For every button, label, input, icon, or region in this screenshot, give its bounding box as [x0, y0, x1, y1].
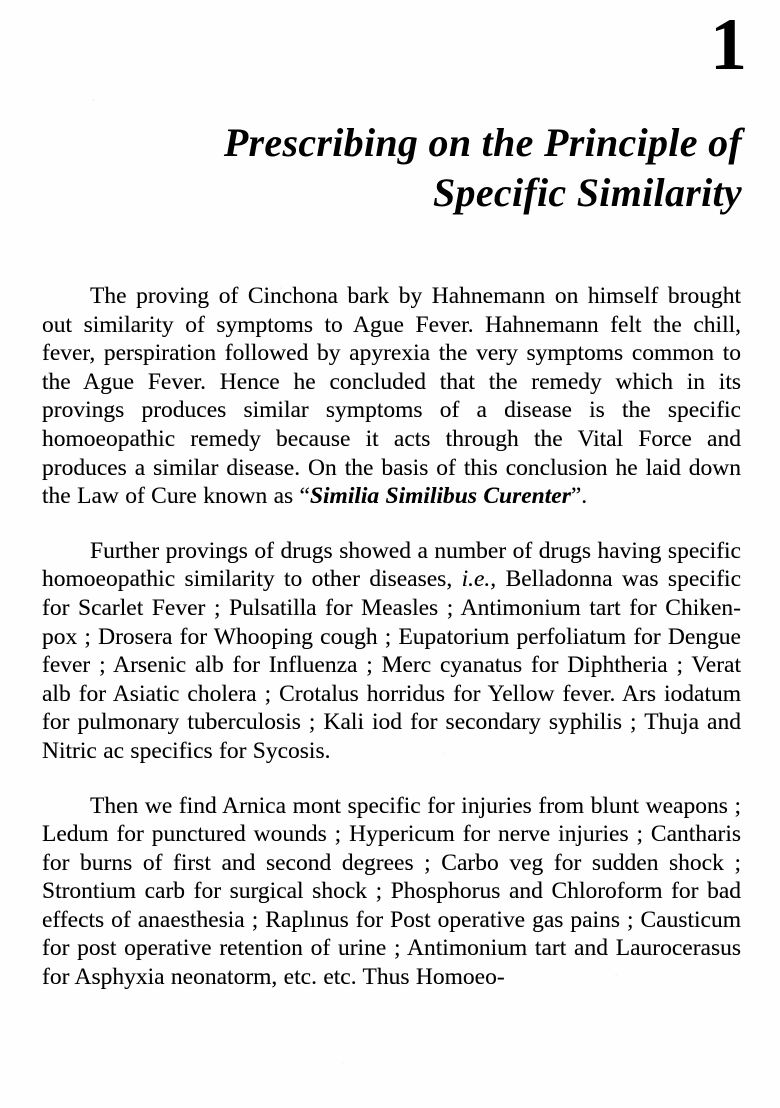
- paragraph-2: [42, 537, 741, 766]
- abbreviation-ie: i.e.,: [461, 566, 497, 593]
- paragraph-1-text-part-2: ”.: [570, 483, 588, 510]
- body-text: [42, 282, 741, 992]
- chapter-title-line-1: Prescribing on the Principle of: [223, 120, 742, 165]
- paragraph-3-text: Then we find Arnica mont specific for injuries from blunt weapons ; Ledum for punctured wounds ; Hypericum for nerve injuries ; Cantharis for burns of first and second degrees ; Carbo veg for sudden shock ; Strontium carb for surgical shock ; Phosphorus and Chloroform for bad effects of anaesthesia ; Raplınus for Post operative gas pains ; Causticum for post operative retention of urine ; Antimonium tart and Laurocerasus for Asphyxia neonatorm, etc. etc. Thus Homoeo-: [42, 792, 741, 991]
- chapter-title-line-2: Specific Similarity: [432, 170, 742, 215]
- paragraph-3: [42, 792, 741, 992]
- paragraph-1: [42, 282, 741, 511]
- latin-phrase-similia-similibus-curenter: Similia Similibus Curenter: [309, 483, 571, 510]
- chapter-title: [40, 118, 742, 218]
- paragraph-2-text-part-1: Further provings of drugs showed a number of drugs having specific homoeopathic similarity to other diseases,: [42, 537, 741, 593]
- paragraph-1-text-part-1: The proving of Cinchona bark by Hahnemann on himself brought out similarity of symptoms to Ague Fever. Hahnemann felt the chill, fever, perspiration followed by apyrexia the very symptoms common to the Ague Fever. Hence he concluded that the remedy which in its provings produces similar symptoms of a disease is the specific homoeopathic remedy because it acts through the Vital Force and produces a similar disease. On the basis of this conclusion he laid down the Law of Cure known as “: [42, 283, 741, 510]
- chapter-number: 1: [710, 4, 746, 86]
- paragraph-2-text-part-2: Belladonna was specific for Scarlet Fever ; Pulsatilla for Measles ; Antimonium tart for Chiken-pox ; Drosera for Whooping cough ; Eupatorium perfoliatum for Dengue fever ; Arsenic alb for Influenza ; Merc cyanatus for Diphtheria ; Verat alb for Asiatic cholera ; Crotalus horridus for Yellow fever. Ars iodatum for pulmonary tuberculosis ; Kali iod for secondary syphilis ; Thuja and Nitric ac specifics for Sycosis.: [42, 566, 741, 764]
